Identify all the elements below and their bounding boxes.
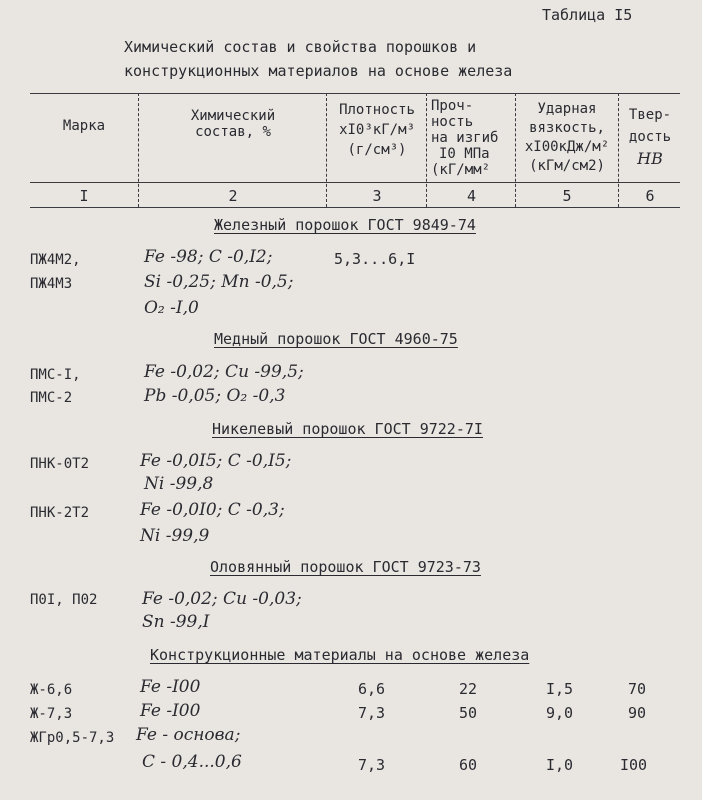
title-line-2: конструкционных материалов на основе железа bbox=[124, 62, 513, 80]
header-impact: Ударная вязкость, хI00кДж/м² (кГм/см2) bbox=[524, 101, 610, 174]
header-strength: Проч- ность на изгиб I0 МПа (кГ/мм² bbox=[431, 98, 499, 178]
strength-cell: 50 bbox=[459, 704, 478, 722]
hardness-cell: 70 bbox=[628, 680, 647, 698]
composition-cell: Fe -0,02; Cu -0,03; bbox=[142, 589, 302, 609]
grade-cell: Ж-7,3 bbox=[30, 706, 73, 722]
grade-cell: ПЖ4М2, bbox=[30, 252, 81, 268]
grade-cell: ПНК-2Т2 bbox=[30, 505, 90, 521]
strength-cell: 22 bbox=[459, 680, 478, 698]
grade-cell: ПМС-2 bbox=[30, 390, 73, 406]
header-bottom-rule bbox=[30, 182, 680, 183]
composition-cell: Ni -99,9 bbox=[140, 526, 210, 546]
impact-cell: 9,0 bbox=[546, 704, 574, 722]
composition-cell: Sn -99,I bbox=[142, 612, 210, 632]
composition-cell: O₂ -I,0 bbox=[144, 298, 199, 318]
composition-cell: Fe -0,02; Cu -99,5; bbox=[144, 362, 304, 382]
grade-cell: П0I, П02 bbox=[30, 592, 98, 608]
composition-cell: Fe -I00 bbox=[140, 677, 201, 697]
impact-cell: I,0 bbox=[546, 756, 574, 774]
composition-cell: Fe -I00 bbox=[140, 701, 201, 721]
composition-cell: Ni -99,8 bbox=[144, 474, 214, 494]
title-line-1: Химический состав и свойства порошков и bbox=[124, 38, 477, 56]
table-label: Таблица I5 bbox=[542, 6, 633, 24]
hardness-cell: 90 bbox=[628, 704, 647, 722]
header-density: Плотность хI0³кГ/м³ (г/см³) bbox=[339, 102, 415, 158]
hardness-cell: I00 bbox=[620, 756, 648, 774]
section-title: Никелевый порошок ГОСТ 9722-7I bbox=[212, 420, 483, 438]
column-number: 4 bbox=[466, 187, 477, 205]
section-title: Железный порошок ГОСТ 9849-74 bbox=[214, 216, 476, 234]
composition-cell: Pb -0,05; O₂ -0,3 bbox=[144, 386, 286, 406]
grade-cell: Ж-6,6 bbox=[30, 682, 73, 698]
composition-cell: Si -0,25; Mn -0,5; bbox=[144, 272, 294, 292]
column-number: 5 bbox=[562, 187, 572, 205]
section-title: Оловянный порошок ГОСТ 9723-73 bbox=[210, 558, 481, 576]
composition-cell: Fe -98; C -0,I2; bbox=[144, 247, 273, 267]
section-title: Медный порошок ГОСТ 4960-75 bbox=[214, 330, 458, 348]
column-divider bbox=[326, 93, 327, 207]
column-number: 3 bbox=[372, 187, 382, 205]
density-cell: 7,3 bbox=[358, 756, 386, 774]
column-divider bbox=[138, 93, 139, 207]
numbers-bottom-rule bbox=[30, 207, 680, 208]
composition-cell: Fe -0,0I5; C -0,I5; bbox=[140, 451, 292, 471]
section-title: Конструкционные материалы на основе железа bbox=[150, 646, 530, 664]
column-divider bbox=[426, 93, 427, 207]
composition-cell: Fe - основа; bbox=[136, 725, 241, 745]
grade-cell: ПМС-I, bbox=[30, 367, 81, 383]
grade-cell: ЖГр0,5-7,3 bbox=[30, 730, 115, 746]
header-hardness: Твер- дость НВ bbox=[628, 107, 672, 168]
density-cell: 5,3...6,I bbox=[334, 250, 416, 268]
grade-cell: ПЖ4М3 bbox=[30, 276, 73, 292]
strength-cell: 60 bbox=[459, 756, 478, 774]
impact-cell: I,5 bbox=[546, 680, 574, 698]
column-number: I bbox=[79, 187, 89, 205]
header-grade: Марка bbox=[62, 118, 106, 134]
header-composition: Химический состав, % bbox=[190, 108, 276, 140]
grade-cell: ПНК-0Т2 bbox=[30, 456, 90, 472]
column-number: 2 bbox=[228, 187, 238, 205]
table-top-rule bbox=[30, 93, 680, 94]
composition-cell: C - 0,4...0,6 bbox=[142, 752, 242, 772]
column-number: 6 bbox=[645, 187, 655, 205]
density-cell: 6,6 bbox=[358, 680, 386, 698]
density-cell: 7,3 bbox=[358, 704, 386, 722]
composition-cell: Fe -0,0I0; C -0,3; bbox=[140, 500, 285, 520]
